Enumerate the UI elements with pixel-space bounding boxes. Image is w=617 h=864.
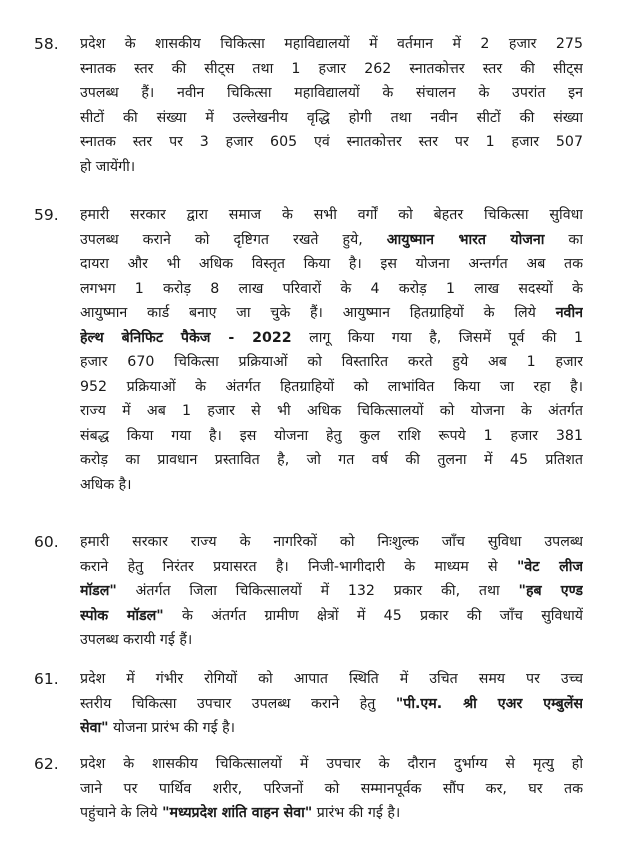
text-line: [80, 326, 583, 351]
paragraph-number: 60.: [34, 533, 59, 551]
text-line: [80, 716, 583, 741]
text-line: [80, 692, 583, 717]
text-line: [80, 130, 583, 155]
paragraph-text: [80, 32, 583, 179]
text-line: [80, 628, 583, 653]
text-line: [80, 604, 583, 629]
text-run: जाने पर पार्थिव शरीर, परिजनों को सम्मानपूर्वक सौंप कर, घर तक: [80, 780, 583, 797]
text-run: स्तरीय चिकित्सा उपचार उपलब्ध कराने हेतु: [80, 695, 396, 712]
bold-text: "मध्यप्रदेश शांति वाहन सेवा": [162, 805, 313, 821]
text-run: हमारी सरकार द्वारा समाज के सभी वर्गों को बेहतर चिकित्सा सुविधा: [80, 207, 583, 223]
text-line: [80, 399, 583, 424]
text-line: [80, 81, 583, 106]
text-run: दायरा और भी अधिक विस्तृत किया है। इस योजना अन्तर्गत अब तक: [80, 256, 583, 272]
text-line: [80, 32, 583, 57]
text-line: [80, 667, 583, 692]
text-line: [80, 448, 583, 473]
paragraph-text: [80, 530, 583, 653]
paragraph-text: [80, 667, 583, 741]
text-line: [80, 555, 583, 580]
text-run: प्रदेश के शासकीय चिकित्सालयों में उपचार के दौरान दुर्भाग्य से मृत्यु हो: [80, 756, 583, 772]
text-run: संबद्ध किया गया है। इस योजना हेतु कुल राशि रूपये 1 हजार 381: [80, 427, 583, 444]
text-run: उपलब्ध हैं। नवीन चिकित्सा महाविद्यालयों के संचालन के उपरांत इन: [80, 85, 583, 101]
text-run: स्नातक स्तर पर 3 हजार 605 एवं स्नातकोत्तर स्तर पर 1 हजार 507: [80, 134, 583, 150]
paragraph-number: 62.: [34, 755, 59, 773]
text-line: [80, 277, 583, 302]
bold-text: नवीन: [555, 305, 583, 321]
paragraph-text: [80, 203, 583, 497]
paragraph-number: 61.: [34, 670, 59, 688]
text-run: हमारी सरकार राज्य के नागरिकों को निःशुल्क जाँच सुविधा उपलब्ध: [80, 534, 583, 550]
bold-text: सेवा": [80, 720, 109, 736]
text-run: अंतर्गत जिला चिकित्सालयों में 132 प्रकार की, तथा: [116, 583, 519, 599]
text-run: प्रदेश के शासकीय चिकित्सा महाविद्यालयों में वर्तमान में 2 हजार 275: [80, 36, 583, 52]
text-run: के अंतर्गत ग्रामीण क्षेत्रों में 45 प्रकार की जाँच सुविधायें: [163, 607, 583, 624]
text-line: [80, 57, 583, 82]
bold-text: आयुष्मान भारत योजना: [386, 231, 545, 248]
text-line: [80, 228, 583, 253]
bold-text: "पी.एम. श्री एअर एम्बुलेंस: [395, 695, 583, 712]
text-run: आयुष्मान कार्ड बनाए जा चुके हैं। आयुष्मान हितग्राहियों के लिये: [80, 305, 556, 321]
paragraph-number: 58.: [34, 35, 59, 53]
paragraph-number: 59.: [34, 206, 59, 224]
text-run: 952 प्रक्रियाओं के अंतर्गत हितग्राहियों को लाभांवित किया जा रहा है।: [80, 378, 583, 395]
text-line: [80, 801, 583, 826]
text-run: सीटों की संख्या में उल्लेखनीय वृद्धि होगी तथा नवीन सीटों की संख्या: [80, 109, 583, 126]
text-line: [80, 777, 583, 802]
text-run: का: [544, 231, 583, 248]
text-run: कराने हेतु निरंतर प्रयासरत है। निजी-भागीदारी के माध्यम से: [80, 558, 517, 575]
text-run: करोड़ का प्रावधान प्रस्तावित है, जो गत वर्ष की तुलना में 45 प्रतिशत: [80, 452, 583, 468]
text-line: [80, 530, 583, 555]
text-run: हजार 670 चिकित्सा प्रक्रियाओं को विस्तारित करते हुये अब 1 हजार: [80, 354, 583, 370]
text-run: अधिक है।: [80, 476, 132, 493]
text-line: [80, 203, 583, 228]
text-line: [80, 252, 583, 277]
text-run: लागू किया गया है, जिसमें पूर्व की 1: [291, 329, 583, 346]
text-run: स्नातक स्तर की सीट्स तथा 1 हजार 262 स्नातकोत्तर स्तर की सीट्स: [80, 60, 583, 77]
bold-text: हेल्थ बेनिफिट पैकेज - 2022: [80, 329, 292, 346]
text-line: [80, 350, 583, 375]
bold-text: "हब एण्ड: [518, 583, 583, 599]
text-run: प्रदेश में गंभीर रोगियों को आपात स्थिति में उचित समय पर उच्च: [80, 671, 583, 687]
text-run: राज्य में अब 1 हजार से भी अधिक चिकित्सालयों को योजना के अंतर्गत: [80, 403, 583, 419]
text-line: [80, 155, 583, 180]
text-run: हो जायेंगी।: [80, 158, 136, 175]
text-line: [80, 579, 583, 604]
text-run: प्रारंभ की गई है।: [312, 805, 401, 821]
text-line: [80, 375, 583, 400]
text-line: [80, 301, 583, 326]
bold-text: "वेट लीज: [516, 558, 583, 575]
text-line: [80, 752, 583, 777]
text-run: योजना प्रारंभ की गई है।: [108, 720, 236, 736]
text-run: उपलब्ध कराने को दृष्टिगत रखते हुये,: [80, 231, 387, 248]
text-run: पहुंचाने के लिये: [80, 805, 163, 821]
text-line: [80, 473, 583, 498]
text-line: [80, 424, 583, 449]
text-line: [80, 106, 583, 131]
text-run: उपलब्ध करायी गई हैं।: [80, 632, 193, 648]
bold-text: स्पोक मॉडल": [80, 607, 164, 624]
text-run: लगभग 1 करोड़ 8 लाख परिवारों के 4 करोड़ 1 लाख सदस्यों के: [80, 280, 583, 297]
bold-text: मॉडल": [80, 583, 117, 599]
paragraph-text: [80, 752, 583, 826]
